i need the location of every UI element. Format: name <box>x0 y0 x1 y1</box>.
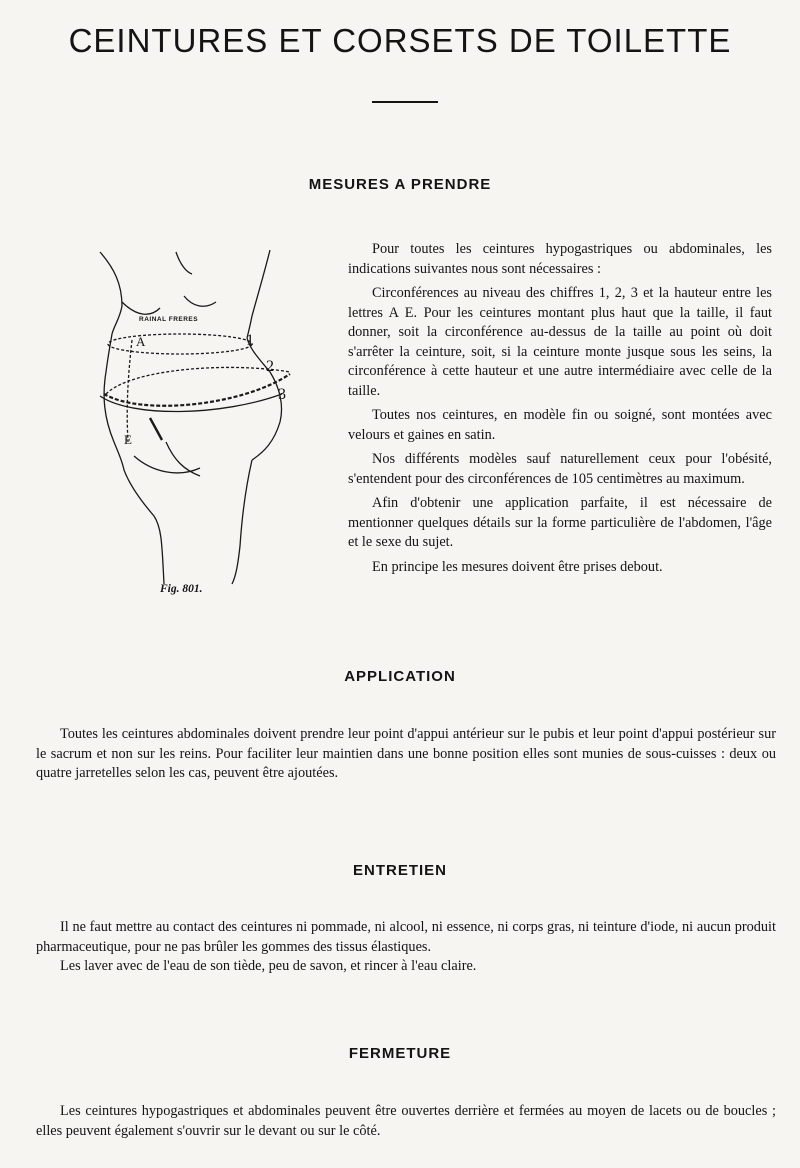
paragraph: Les laver avec de l'eau de son tiède, peu de savon, et rincer à l'eau claire. <box>60 958 477 974</box>
figure-caption: Fig. 801. <box>160 583 203 595</box>
paragraph: Les ceintures hypogastriques et abdominales peuvent être ouvertes derrière et fermées au moyen de lacets ou de boucles ; elles peuvent également s'ouvrir sur le devant ou sur le côté. <box>36 1103 776 1139</box>
heading-mesures: MESURES A PRENDRE <box>308 176 492 193</box>
mark-3: 3 <box>278 386 286 403</box>
mark-1: 1 <box>246 332 254 349</box>
letter-e: E <box>124 432 132 447</box>
paragraph: Afin d'obtenir une application parfaite, il est nécessaire de mentionner quelques détails sur la forme particulière de l'abdomen, l'âge et le sexe du sujet. <box>348 495 772 550</box>
paragraph: Toutes les ceintures abdominales doivent prendre leur point d'appui antérieur sur le pubis et leur point d'appui postérieur sur le sacrum et non sur les reins. Pour faciliter leur maintien dans une bonne position elles sont munies de sous-cuisses : deux ou quatre jarretelles selon les cas, peuvent être ajoutées. <box>36 726 776 781</box>
page-title: CEINTURES ET CORSETS DE TOILETTE <box>68 22 732 59</box>
torso-illustration <box>92 246 312 586</box>
entretien-text <box>36 918 776 977</box>
paragraph: Circonférences au niveau des chiffres 1, 2, 3 et la hauteur entre les lettres A E. Pour les ceintures montant plus haut que la taille, il faut donner, soit la circonférence au-dessus de la taille au point où doit s'arrêter la ceinture, soit, si la ceinture monte jusque sous les seins, la circonférence à cette hauteur et une autre intermédiaire avec celle de la taille. <box>348 285 772 399</box>
paragraph: Toutes nos ceintures, en modèle fin ou soigné, sont montées avec velours et gaines en satin. <box>348 407 772 443</box>
belt-label: RAINAL FRERES <box>139 316 199 323</box>
mesures-text <box>348 240 772 582</box>
mark-2: 2 <box>266 358 274 375</box>
heading-application: APPLICATION <box>344 668 456 685</box>
torso-drawing <box>92 246 312 586</box>
title-divider <box>372 101 438 103</box>
paragraph: Nos différents modèles sauf naturellement ceux pour l'obésité, s'entendent pour des circonférences de 105 centimètres au maximum. <box>348 451 772 487</box>
heading-fermeture: FERMETURE <box>348 1045 452 1062</box>
heading-entretien: ENTRETIEN <box>352 862 447 879</box>
paragraph: En principe les mesures doivent être prises debout. <box>372 558 663 575</box>
letter-a: A <box>136 334 146 349</box>
fermeture-text <box>36 1102 776 1141</box>
paragraph: Pour toutes les ceintures hypogastriques ou abdominales, les indications suivantes nous sont nécessaires : <box>348 241 772 277</box>
application-text <box>36 725 776 784</box>
paragraph: Il ne faut mettre au contact des ceintures ni pommade, ni alcool, ni essence, ni corps gras, ni teinture d'iode, ni aucun produit pharmaceutique, pour ne pas brûler les gommes des tissus élastiques. <box>36 919 776 955</box>
